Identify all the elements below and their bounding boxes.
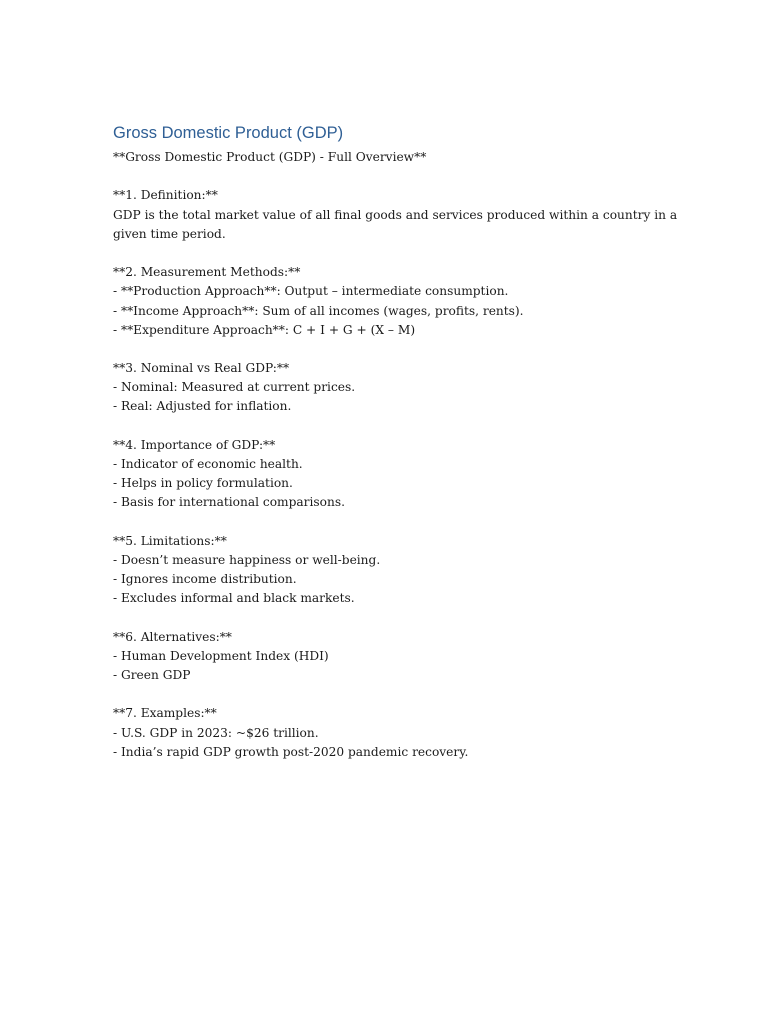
section-heading: **7. Examples:**: [113, 706, 217, 721]
list-item: - Doesn’t measure happiness or well-being.: [113, 552, 381, 567]
blank-line: [113, 340, 658, 359]
list-item: - Basis for international comparisons.: [113, 495, 345, 510]
section-heading: **6. Alternatives:**: [113, 629, 232, 644]
document-body: [113, 148, 678, 762]
blank-line: [113, 417, 658, 436]
section-heading: **5. Limitations:**: [113, 533, 227, 548]
body-line: **Gross Domestic Product (GDP) - Full Overview**: [113, 150, 427, 164]
list-item: - Human Development Index (HDI): [113, 648, 329, 663]
list-item: - Nominal: Measured at current prices.: [113, 380, 356, 395]
list-item: - Real: Adjusted for inflation.: [113, 399, 292, 414]
body-line: given time period.: [113, 226, 226, 241]
list-item: - India’s rapid GDP growth post-2020 pandemic recovery.: [113, 744, 469, 759]
section-heading: **2. Measurement Methods:**: [113, 265, 301, 280]
blank-line: [113, 685, 658, 704]
list-item: - **Production Approach**: Output – intermediate consumption.: [113, 284, 509, 299]
blank-line: [113, 167, 658, 186]
list-item: - U.S. GDP in 2023: ~$26 trillion.: [113, 725, 319, 740]
body-line: GDP is the total market value of all final goods and services produced within a country in a: [113, 207, 678, 222]
list-item: - Helps in policy formulation.: [113, 476, 293, 491]
list-item: - Indicator of economic health.: [113, 457, 303, 471]
list-item: - Green GDP: [113, 668, 191, 683]
section-heading: **4. Importance of GDP:**: [113, 437, 276, 452]
list-item: - **Income Approach**: Sum of all incomes (wages, profits, rents).: [113, 303, 524, 318]
blank-line: [113, 609, 658, 628]
blank-line: [113, 244, 658, 263]
list-item: - Ignores income distribution.: [113, 572, 297, 587]
section-heading: **1. Definition:**: [113, 188, 218, 203]
blank-line: [113, 513, 658, 532]
document-heading: Gross Domestic Product (GDP): [113, 124, 344, 142]
list-item: - **Expenditure Approach**: C + I + G + (X – M): [113, 322, 416, 337]
list-item: - Excludes informal and black markets.: [113, 591, 355, 606]
section-heading: **3. Nominal vs Real GDP:**: [113, 361, 290, 376]
